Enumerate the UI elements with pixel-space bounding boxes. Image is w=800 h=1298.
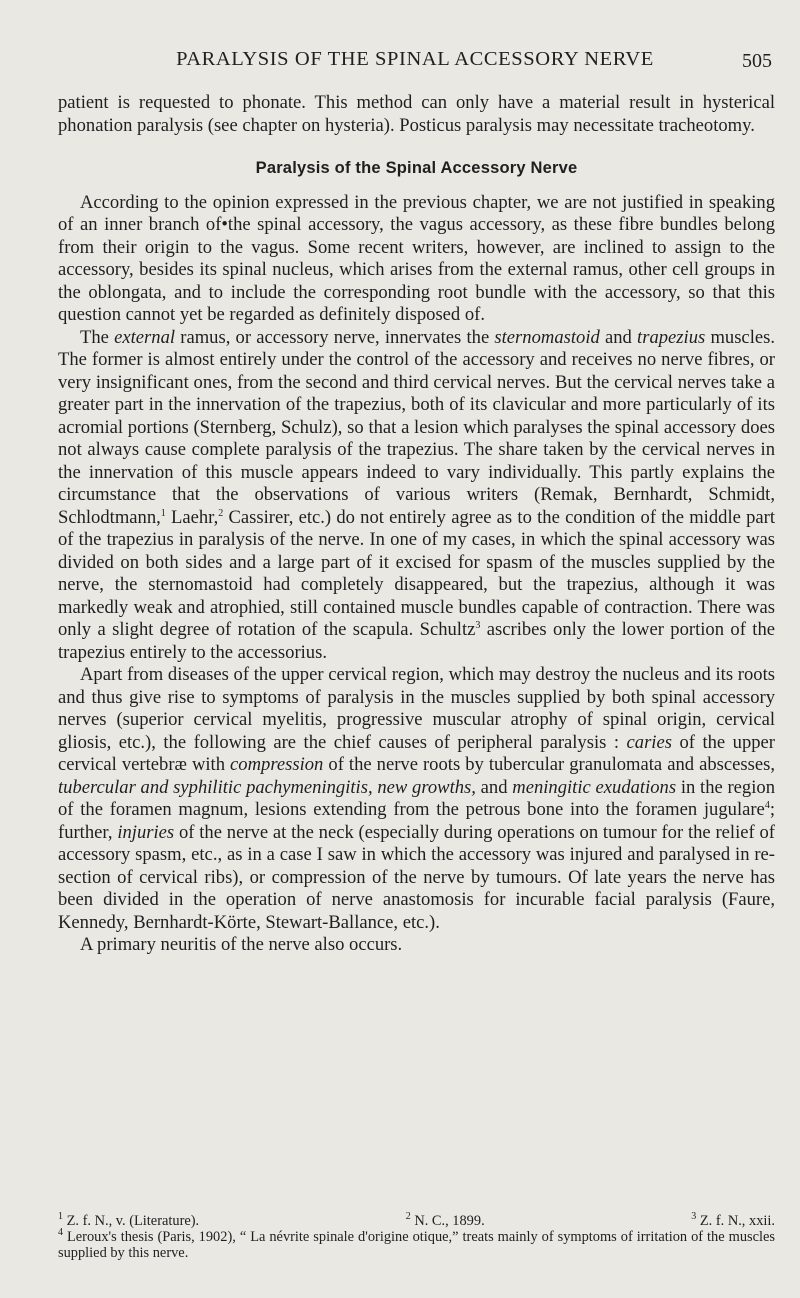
- italic-term: caries: [626, 731, 672, 753]
- running-head: [58, 48, 772, 78]
- footnote-ref: 4: [764, 799, 770, 811]
- paragraph-1: According to the opinion expressed in the previous chapter, we are not justified in speaking of an inner branch of•the spinal accessory, the vagus accessory, as these fibre bundles belong from their origin to the vagus. Some recent writers, however, are inclined to assign to the accessory, besides its spinal nucleus, which arises from the external ramus, other cell groups in the oblongata, and to include the corresponding root bundle with the accessory, so that this question cannot yet be regarded as definitely disposed of.: [58, 191, 775, 325]
- italic-term: trapezius: [637, 326, 706, 348]
- body-text: [58, 92, 775, 957]
- footnote-row: [58, 1213, 775, 1229]
- italic-term: tubercular and syphilitic pachymeningitis, new growths,: [58, 776, 476, 798]
- italic-term: injuries: [117, 821, 175, 843]
- footnotes: [58, 1213, 775, 1262]
- footnote-2: $^2$ N. C., 1899.: [405, 1211, 485, 1229]
- italic-term: meningitic exudations: [512, 776, 677, 798]
- paragraph-3: Apart from diseases of the upper cervical region, which may destroy the nucleus and its roots and thus give rise to symptoms of paralysis in the muscles supplied by both spinal accessory nerves (superior cervical myelitis, progressive muscular atrophy of spinal origin, cervical gliosis, etc.), the following are the chief causes of peripheral paralysis : caries of the upper cervical vertebræ with compression of the nerve roots by tubercular granulomata and abscesses, tubercular and syphilitic pachymeningitis, new growths, and meningitic exudations in the region of the foramen magnum, lesions extending from the petrous bone into the foramen jugulare$^4$; further, injuries of the nerve at the neck (especially during operations on tumour for the relief of accessory spasm, etc., as in a case I saw in which the accessory was injured and paralysed in re-section of cervical ribs), or compression of the nerve by tumours. Of late years the nerve has been divided in the operation of nerve anastomosis for incurable facial paralysis (Faure, Kennedy, Bernhardt-Körte, Stewart-Ballance, etc.).: [58, 664, 775, 933]
- page-number: 505: [742, 50, 772, 72]
- italic-term: compression: [230, 754, 324, 775]
- footnote-1: $^1$ Z. f. N., v. (Literature).: [58, 1211, 200, 1229]
- section-heading: Paralysis of the Spinal Accessory Nerve: [255, 159, 578, 177]
- footnote-ref: 1: [160, 507, 166, 519]
- intro-paragraph: patient is requested to phonate. This method can only have a material result in hysterical phonation paralysis (see chapter on hysteria). Posticus paralysis may necessitate tracheotomy.: [58, 92, 775, 136]
- footnote-3: $^3$ Z. f. N., xxii.: [691, 1211, 775, 1229]
- italic-term: sternomastoid: [494, 326, 600, 348]
- footnote-4: $^4$ Leroux's thesis (Paris, 1902), “ La névrite spinale d'origine otique,” treats mainly of symptoms of irritation of the muscles supplied by this nerve.: [58, 1227, 775, 1262]
- paragraph-2: The external ramus, or accessory nerve, innervates the sternomastoid and trapezius muscles. The former is almost entirely under the control of the accessory and receives no nerve fibres, or very insignificant ones, from the second and third cervical nerves. But the cervical nerves take a greater part in the innervation of the trapezius, both of its clavicular and more particularly of its acromial portions (Sternberg, Schulz), so that a lesion which paralyses the spinal accessory does not always cause complete paralysis of the trapezius. The share taken by the cervical nerves in the innervation of this muscle appears indeed to vary individually. This partly explains the circumstance that the observations of various writers (Remak, Bernhardt, Schmidt, Schlodtmann,$^1$ Laehr,$^2$ Cassirer, etc.) do not entirely agree as to the condition of the middle part of the trapezius in paralysis of the nerve. In one of my cases, in which the spinal accessory was divided on both sides and a large part of it excised for spasm of the muscles supplied by the nerve, the sternomastoid had completely disappeared, but the trapezius, although it was markedly weak and atrophied, still contained muscle bundles capable of contraction. There was only a slight degree of rotation of the scapula. Schultz$^3$ ascribes only the lower portion of the trapezius entirely to the accessorius.: [58, 326, 776, 663]
- footnote-ref: 2: [218, 507, 224, 519]
- italic-term: external: [114, 326, 176, 348]
- footnote-ref: 3: [475, 619, 481, 631]
- running-title: PARALYSIS OF THE SPINAL ACCESSORY NERVE: [176, 48, 654, 70]
- paragraph-4: A primary neuritis of the nerve also occurs.: [80, 934, 403, 955]
